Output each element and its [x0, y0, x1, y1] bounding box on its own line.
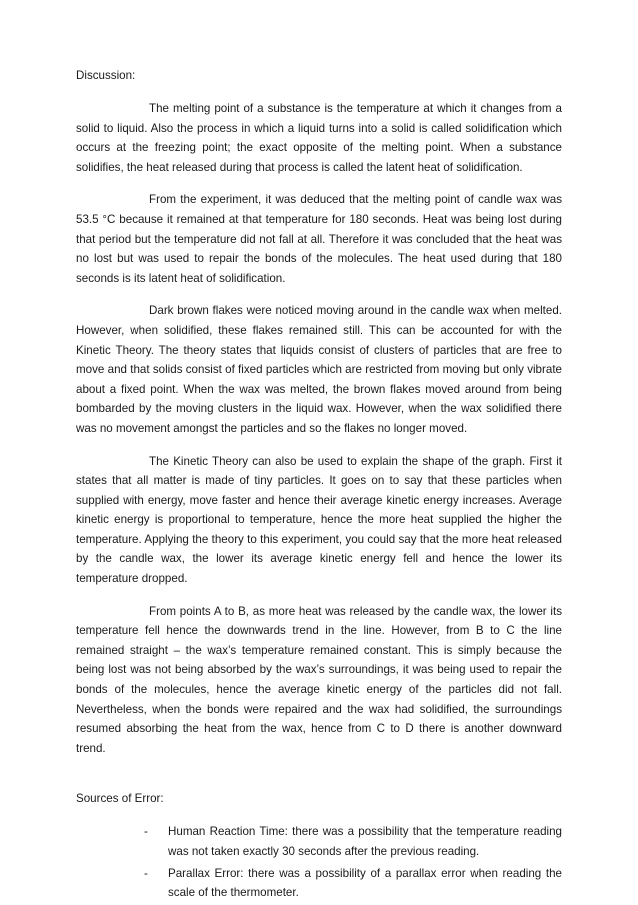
list-item: [76, 822, 562, 861]
discussion-paragraph-4: The Kinetic Theory can also be used to explain the shape of the graph. First it states that all matter is made of tiny particles. It goes on to say that these particles when supplied with energy, move faster and hence their average kinetic energy increases. Average kinetic energy is proportional to temperature, hence the more heat supplied the higher the temperature. Applying the theory to this experiment, you could say that the more heat released by the candle wax, the lower its average kinetic energy fell and hence the lower its temperature dropped.: [76, 454, 562, 586]
list-item: [76, 864, 562, 903]
sources-of-error-list: [76, 822, 562, 902]
discussion-paragraph-1: The melting point of a substance is the temperature at which it changes from a solid to liquid. Also the process in which a liquid turns into a solid is called solidification which occurs at the freezing point; the exact opposite of the melting point. When a substance solidifies, the heat released during that process is called the latent heat of solidification.: [76, 102, 562, 174]
discussion-heading: Discussion:: [76, 69, 136, 82]
discussion-paragraph-3: Dark brown flakes were noticed moving around in the candle wax when melted. However, when solidified, these flakes remained still. This can be accounted for with the Kinetic Theory. The theory states that liquids consist of clusters of particles that are free to move and that solids consist of fixed particles which are restricted from moving but only vibrate about a fixed point. When the wax was melted, the brown flakes moved around from being bombarded by the moving clusters in the liquid wax. However, when the wax solidified there was no movement amongst the particles and so the flakes no longer moved.: [76, 304, 562, 435]
discussion-paragraph-2: From the experiment, it was deduced that the melting point of candle wax was 53.5 °C because it remained at that temperature for 180 seconds. Heat was being lost during that period but the temperature did not fall at all. Therefore it was concluded that the heat was no lost but was used to repair the bonds of the molecules. The heat used during that 180 seconds is its latent heat of solidification.: [76, 193, 562, 285]
discussion-paragraph-5: From points A to B, as more heat was released by the candle wax, the lower its temperature fell hence the downwards trend in the line. However, from B to C the line remained straight – the wax’s temperature remained constant. This is simply because the being lost was not being absorbed by the wax’s surroundings, it was being used to repair the bonds of the molecules, hence the average kinetic energy of the particles did not fall. Nevertheless, when the bonds were repaired and the wax had solidified, the surroundings resumed absorbing the heat from the wax, hence from C to D there is another downward trend.: [76, 604, 562, 755]
document-body: [76, 66, 562, 905]
error-source-text: Parallax Error: there was a possibility of a parallax error when reading the scale of the thermometer.: [168, 866, 562, 900]
bullet-dash: -: [144, 825, 148, 839]
bullet-dash: -: [144, 866, 148, 880]
sources-of-error-heading: Sources of Error:: [76, 792, 164, 806]
error-source-text: Human Reaction Time: there was a possibility that the temperature reading was not taken exactly 30 seconds after the previous reading.: [168, 825, 562, 858]
